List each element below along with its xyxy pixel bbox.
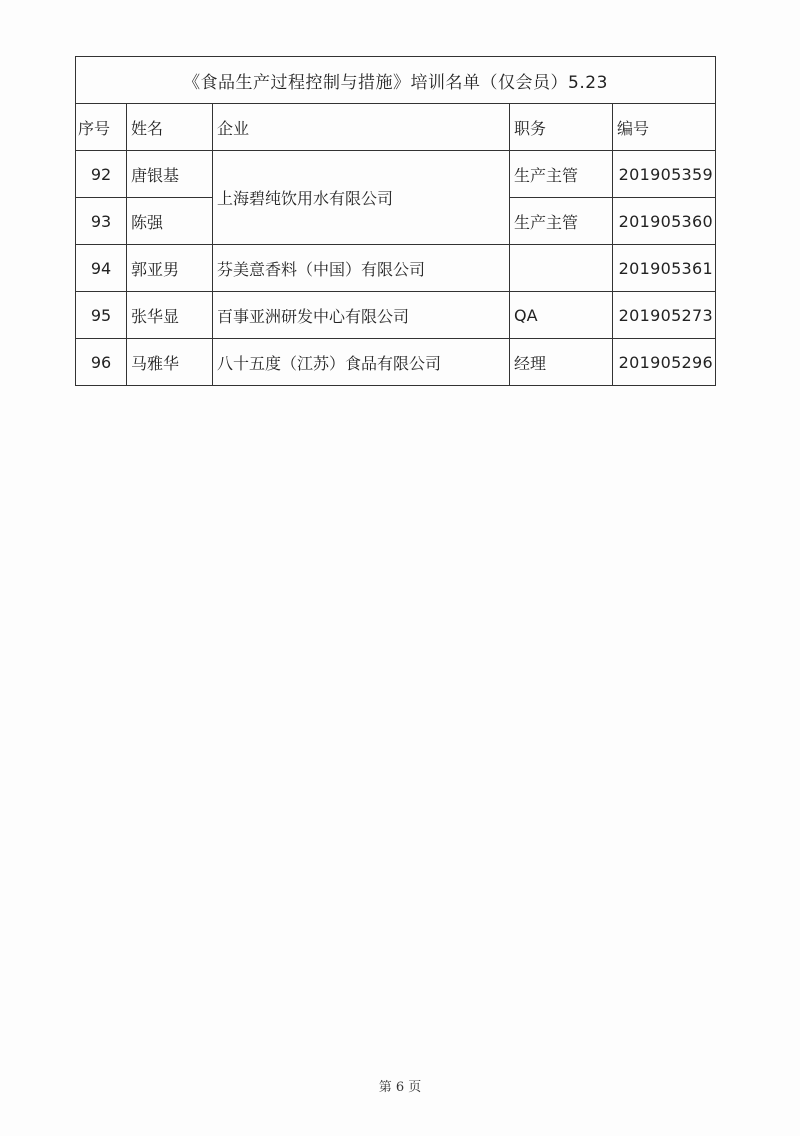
row-code: 201905296 xyxy=(613,339,716,386)
header-no: 序号 xyxy=(76,104,127,151)
row-name: 唐银基 xyxy=(127,151,213,198)
row-code: 201905359 xyxy=(613,151,716,198)
row-company: 八十五度（江苏）食品有限公司 xyxy=(213,339,510,386)
row-role: 生产主管 xyxy=(510,151,613,198)
header-row xyxy=(76,104,716,151)
page-number: 第 6 页 xyxy=(378,1080,422,1095)
row-company: 百事亚洲研发中心有限公司 xyxy=(213,292,510,339)
table-title: 《食品生产过程控制与措施》培训名单（仅会员）5.23 xyxy=(76,57,716,104)
header-company: 企业 xyxy=(213,104,510,151)
table-row xyxy=(76,245,716,292)
table-row xyxy=(76,151,716,198)
row-code: 201905361 xyxy=(613,245,716,292)
row-role: 生产主管 xyxy=(510,198,613,245)
header-role: 职务 xyxy=(510,104,613,151)
row-no: 96 xyxy=(76,339,127,386)
row-code: 201905360 xyxy=(613,198,716,245)
row-name: 马雅华 xyxy=(127,339,213,386)
row-role: QA xyxy=(510,292,613,339)
table-row xyxy=(76,339,716,386)
row-name: 陈强 xyxy=(127,198,213,245)
row-no: 95 xyxy=(76,292,127,339)
training-roster-table xyxy=(75,56,716,386)
title-row xyxy=(76,57,716,104)
row-role: 经理 xyxy=(510,339,613,386)
row-company: 芬美意香料（中国）有限公司 xyxy=(213,245,510,292)
row-no: 93 xyxy=(76,198,127,245)
row-code: 201905273 xyxy=(613,292,716,339)
row-role xyxy=(510,245,613,292)
table-row xyxy=(76,292,716,339)
row-name: 郭亚男 xyxy=(127,245,213,292)
row-company-merged: 上海碧纯饮用水有限公司 xyxy=(213,151,510,245)
row-name: 张华显 xyxy=(127,292,213,339)
header-name: 姓名 xyxy=(127,104,213,151)
header-code: 编号 xyxy=(613,104,716,151)
row-no: 94 xyxy=(76,245,127,292)
row-no: 92 xyxy=(76,151,127,198)
